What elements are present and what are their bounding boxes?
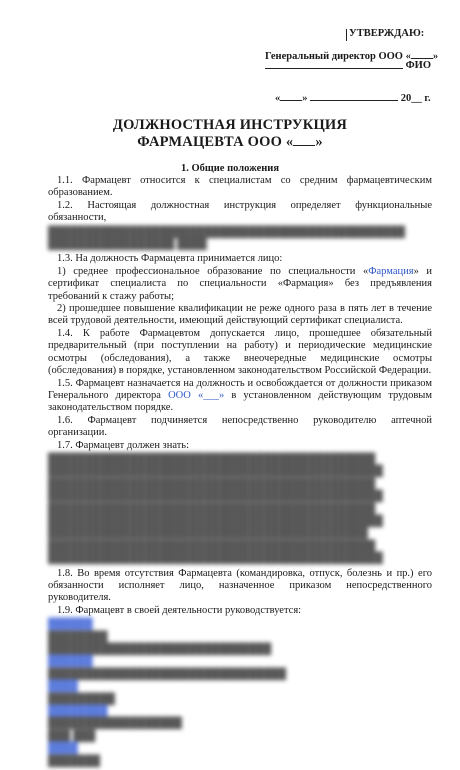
paragraph-1-1: 1.1. Фармацевт относится к специалистам со средним фармацевтическим образованием.: [48, 175, 432, 199]
date-line: « » 20__ г.: [275, 90, 431, 104]
approve-text: УТВЕРЖДАЮ:: [349, 28, 425, 39]
document-body: [48, 175, 432, 770]
year-suffix: г.: [424, 93, 431, 104]
day-blank: [280, 90, 302, 101]
paragraph-1-7: 1.7. Фармацевт должен знать:: [57, 439, 190, 451]
paragraph-1-6: 1.6. Фармацевт подчиняется непосредственно руководителю аптечной организации.: [48, 414, 432, 439]
paragraph-1-4: 1.4. К работе Фармацевтом допускается лицо, прошедшее обязательный предварительный (при поступлении на работу) и периодические медицинские осмотры (обследования), а также внеочередные медицинские осмотры (обследования) в порядке, установленном законодательством Российской Федерации.: [48, 327, 432, 377]
fio-line: [265, 60, 431, 71]
document-title-line1: ДОЛЖНОСТНАЯ ИНСТРУКЦИЯ: [112, 117, 348, 133]
year-label: 20: [400, 93, 412, 104]
signature-underline: [265, 68, 403, 69]
date-close-quote: »: [302, 93, 308, 104]
company-blank: [411, 48, 433, 59]
section-heading: 1. Общие положения: [180, 163, 280, 174]
pharmacy-link[interactable]: Фармация: [368, 265, 414, 277]
fio-label: ФИО: [405, 60, 431, 71]
director-suffix: »: [432, 51, 439, 62]
paragraph-1-3: 1.3. На должность Фармацевта принимается лицо:: [57, 253, 283, 265]
approve-label: [349, 28, 424, 39]
paragraph-1-9: 1.9. Фармацевт в своей деятельности руководствуется:: [57, 604, 302, 616]
paragraph-1-2: 1.2. Настоящая должностная инструкция определяет функциональные обязанности,: [48, 199, 432, 224]
title-prefix: ФАРМАЦЕВТА ООО «: [137, 134, 294, 150]
text-cursor-mark: [346, 29, 347, 41]
paragraph-1-8: 1.8. Во время отсутствия Фармацевта (командировка, отпуск, болезнь и пр.) его обязанности исполняет лицо, назначенное приказом непосредственного руководителя.: [48, 567, 432, 604]
title-blank: [293, 133, 315, 146]
paragraph-1-3-2: 2) прошедшее повышение квалификации не реже одного раза в пять лет в течение всей трудовой деятельности, имеющий действующий сертификат специалиста.: [48, 303, 432, 327]
date-open-quote: «: [275, 93, 281, 104]
paragraph-1-3-1: 1) среднее профессиональное образование по специальности «Фармация» и сертификат специалиста по специальности «Фармация» без предъявления требований к стажу работы;: [48, 265, 432, 302]
company-link[interactable]: ООО «___»: [168, 389, 225, 401]
month-blank: [310, 90, 398, 101]
title-suffix: »: [315, 134, 323, 150]
paragraph-1-5: 1.5. Фармацевт назначается на должность и освобождается от должности приказом Генерального директора ООО «___» в установленном действующим трудовым законодательством порядке.: [48, 377, 432, 414]
blurred-text-block: ████████████████████████████████████████████ █████████████████████████████████████████████ ████████████████████████████████████████████ █████████████████████████████████████████████ ████████████████████████████████████████████ █████████████████████████████████████████████ ███████████████████████████████████████████ ████████████████████████████████████████████ █████████████████████████████████████████████: [48, 453, 383, 565]
blurred-text-block: ████████████████████████████████████████████████ █████████████████ ████: [48, 226, 406, 251]
document-title-line2: [0, 133, 460, 151]
blurred-text-block: ██████ ████████ ██████████████████████████████ ██████ ████████████████████████████████ ████ █████████ ████████ ██████████████████ ███ ███ ████ ███████: [48, 619, 287, 767]
director-prefix: Генеральный директор ООО «: [265, 51, 411, 62]
